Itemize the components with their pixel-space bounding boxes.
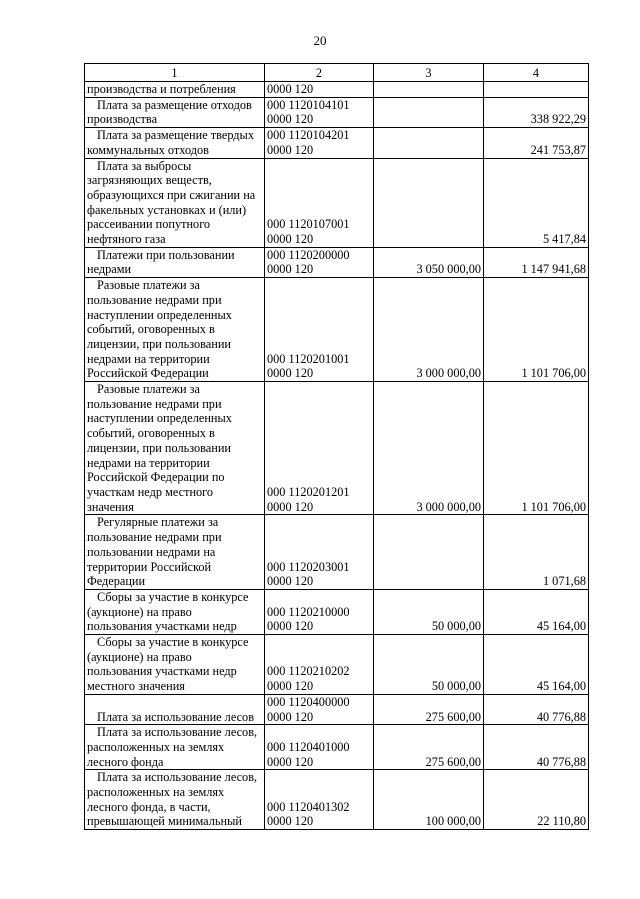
cell-code	[265, 82, 374, 98]
cell-code	[265, 589, 374, 634]
cell-plan: 3 000 000,00	[374, 382, 484, 515]
name-line: Плата за размещение отходов	[97, 97, 252, 112]
name-line: Плата за выбросы	[97, 158, 192, 173]
name-line: Сборы за участие в конкурсе	[97, 589, 249, 604]
code-line: 0000 120	[267, 262, 314, 277]
name-line: расположенных на землях	[87, 785, 225, 800]
name-line: пользование недрами при	[87, 396, 222, 411]
name-line: Регулярные платежи за	[97, 515, 219, 530]
name-line: наступлении определенных	[87, 411, 232, 426]
cell-code	[265, 247, 374, 277]
cell-name	[85, 515, 265, 590]
name-line: пользования участками недр	[87, 619, 237, 634]
cell-actual: 241 753,87	[484, 128, 589, 158]
code-line: 000 1120401302	[267, 799, 350, 814]
name-line: Плата за использование лесов	[97, 709, 254, 724]
cell-actual: 40 776,88	[484, 694, 589, 724]
name-line: производства и потребления	[87, 82, 236, 96]
table-row	[85, 128, 589, 158]
table-row	[85, 382, 589, 515]
header-col-3: 3	[374, 64, 484, 82]
name-line: лицензии, при пользовании	[87, 336, 231, 351]
name-line: Российской Федерации по	[87, 470, 225, 485]
cell-code	[265, 635, 374, 695]
name-line: рассеивании попутного	[87, 217, 211, 232]
cell-name	[85, 589, 265, 634]
code-line: 000 1120401000	[267, 739, 350, 754]
name-line: Плата за размещение твердых	[97, 128, 254, 143]
header-col-2: 2	[265, 64, 374, 82]
table-body	[85, 82, 589, 830]
cell-plan: 275 600,00	[374, 725, 484, 770]
name-line: Платежи при пользовании	[97, 247, 235, 262]
cell-name	[85, 382, 265, 515]
cell-code	[265, 725, 374, 770]
cell-name	[85, 158, 265, 247]
name-line: местного значения	[87, 679, 185, 694]
name-line: факельных установках и (или)	[87, 202, 247, 217]
code-line: 000 1120201001	[267, 351, 350, 366]
name-line: пользовании недрами на	[87, 544, 216, 559]
cell-name	[85, 128, 265, 158]
code-line: 0000 120	[267, 574, 314, 589]
cell-actual: 45 164,00	[484, 589, 589, 634]
name-line: расположенных на землях	[87, 739, 225, 754]
name-line: наступлении определенных	[87, 307, 232, 322]
code-line: 0000 120	[267, 366, 314, 381]
code-line: 000 1120210202	[267, 664, 350, 679]
code-line: 000 1120201201	[267, 484, 350, 499]
code-line: 000 1120107001	[267, 217, 350, 232]
header-col-4: 4	[484, 64, 589, 82]
cell-plan: 100 000,00	[374, 770, 484, 830]
code-line: 0000 120	[267, 112, 314, 127]
code-line: 0000 120	[267, 679, 314, 694]
cell-actual: 22 110,80	[484, 770, 589, 830]
name-line: производства	[87, 112, 158, 127]
code-line: 0000 120	[267, 814, 314, 829]
name-line: Разовые платежи за	[97, 382, 200, 397]
table-row	[85, 82, 589, 98]
cell-plan	[374, 515, 484, 590]
cell-plan: 3 000 000,00	[374, 278, 484, 382]
cell-plan: 50 000,00	[374, 589, 484, 634]
code-line: 0000 120	[267, 142, 314, 157]
code-line: 0000 120	[267, 82, 314, 96]
name-line: (аукционе) на право	[87, 649, 192, 664]
cell-plan: 50 000,00	[374, 635, 484, 695]
cell-plan: 275 600,00	[374, 694, 484, 724]
name-line: Российской Федерации	[87, 366, 209, 381]
header-row	[85, 64, 589, 82]
name-line: Плата за использование лесов,	[97, 725, 258, 740]
code-line: 000 1120400000	[267, 694, 350, 709]
cell-plan	[374, 97, 484, 127]
table-row	[85, 635, 589, 695]
cell-actual: 1 147 941,68	[484, 247, 589, 277]
cell-name	[85, 278, 265, 382]
table-row	[85, 515, 589, 590]
name-line: лесного фонда	[87, 754, 164, 769]
code-line: 000 1120200000	[267, 247, 350, 262]
name-line: Плата за использование лесов,	[97, 770, 258, 785]
name-line: образующихся при сжигании на	[87, 187, 256, 202]
cell-code	[265, 278, 374, 382]
name-line: превышающей минимальный	[87, 814, 242, 829]
cell-code	[265, 382, 374, 515]
code-line: 0000 120	[267, 619, 314, 634]
table-row	[85, 694, 589, 724]
cell-name	[85, 247, 265, 277]
cell-code	[265, 515, 374, 590]
name-line: событий, оговоренных в	[87, 322, 215, 337]
code-line: 0000 120	[267, 754, 314, 769]
table-row	[85, 725, 589, 770]
name-line: недрами на территории	[87, 455, 210, 470]
cell-code	[265, 694, 374, 724]
name-line: недрами на территории	[87, 351, 210, 366]
cell-code	[265, 128, 374, 158]
name-line: (аукционе) на право	[87, 604, 192, 619]
table-row	[85, 97, 589, 127]
name-line: территории Российской	[87, 559, 212, 574]
table-row	[85, 770, 589, 830]
code-line: 0000 120	[267, 499, 314, 514]
cell-code	[265, 97, 374, 127]
name-line: Сборы за участие в конкурсе	[97, 635, 249, 650]
cell-actual: 45 164,00	[484, 635, 589, 695]
cell-actual: 1 071,68	[484, 515, 589, 590]
name-line: участкам недр местного	[87, 484, 214, 499]
page-number: 20	[313, 33, 327, 48]
budget-table	[84, 63, 589, 830]
cell-plan: 3 050 000,00	[374, 247, 484, 277]
name-line: загрязняющих веществ,	[87, 173, 212, 188]
table-row	[85, 247, 589, 277]
header-col-1: 1	[85, 64, 265, 82]
cell-actual: 1 101 706,00	[484, 278, 589, 382]
cell-actual	[484, 82, 589, 98]
name-line: Разовые платежи за	[97, 278, 200, 293]
name-line: недрами	[87, 262, 132, 277]
name-line: значения	[87, 499, 134, 514]
table-row	[85, 158, 589, 247]
cell-name	[85, 82, 265, 98]
code-line: 000 1120104201	[267, 128, 350, 143]
cell-actual: 338 922,29	[484, 97, 589, 127]
cell-actual: 5 417,84	[484, 158, 589, 247]
code-line: 000 1120203001	[267, 559, 350, 574]
name-line: коммунальных отходов	[87, 142, 209, 157]
name-line: нефтяного газа	[87, 232, 166, 247]
table-row	[85, 589, 589, 634]
name-line: лесного фонда, в части,	[87, 799, 211, 814]
name-line: событий, оговоренных в	[87, 426, 215, 441]
cell-actual: 1 101 706,00	[484, 382, 589, 515]
cell-actual: 40 776,88	[484, 725, 589, 770]
cell-plan	[374, 128, 484, 158]
cell-name	[85, 770, 265, 830]
cell-plan	[374, 158, 484, 247]
cell-name	[85, 694, 265, 724]
cell-plan	[374, 82, 484, 98]
cell-code	[265, 158, 374, 247]
code-line: 0000 120	[267, 709, 314, 724]
cell-name	[85, 635, 265, 695]
cell-name	[85, 725, 265, 770]
name-line: Федерации	[87, 574, 146, 589]
name-line: пользование недрами при	[87, 292, 222, 307]
name-line: пользования участками недр	[87, 664, 237, 679]
name-line: пользование недрами при	[87, 530, 222, 545]
cell-name	[85, 97, 265, 127]
code-line: 0000 120	[267, 232, 314, 247]
cell-code	[265, 770, 374, 830]
code-line: 000 1120104101	[267, 97, 350, 112]
table-row	[85, 278, 589, 382]
code-line: 000 1120210000	[267, 604, 350, 619]
name-line: лицензии, при пользовании	[87, 440, 231, 455]
